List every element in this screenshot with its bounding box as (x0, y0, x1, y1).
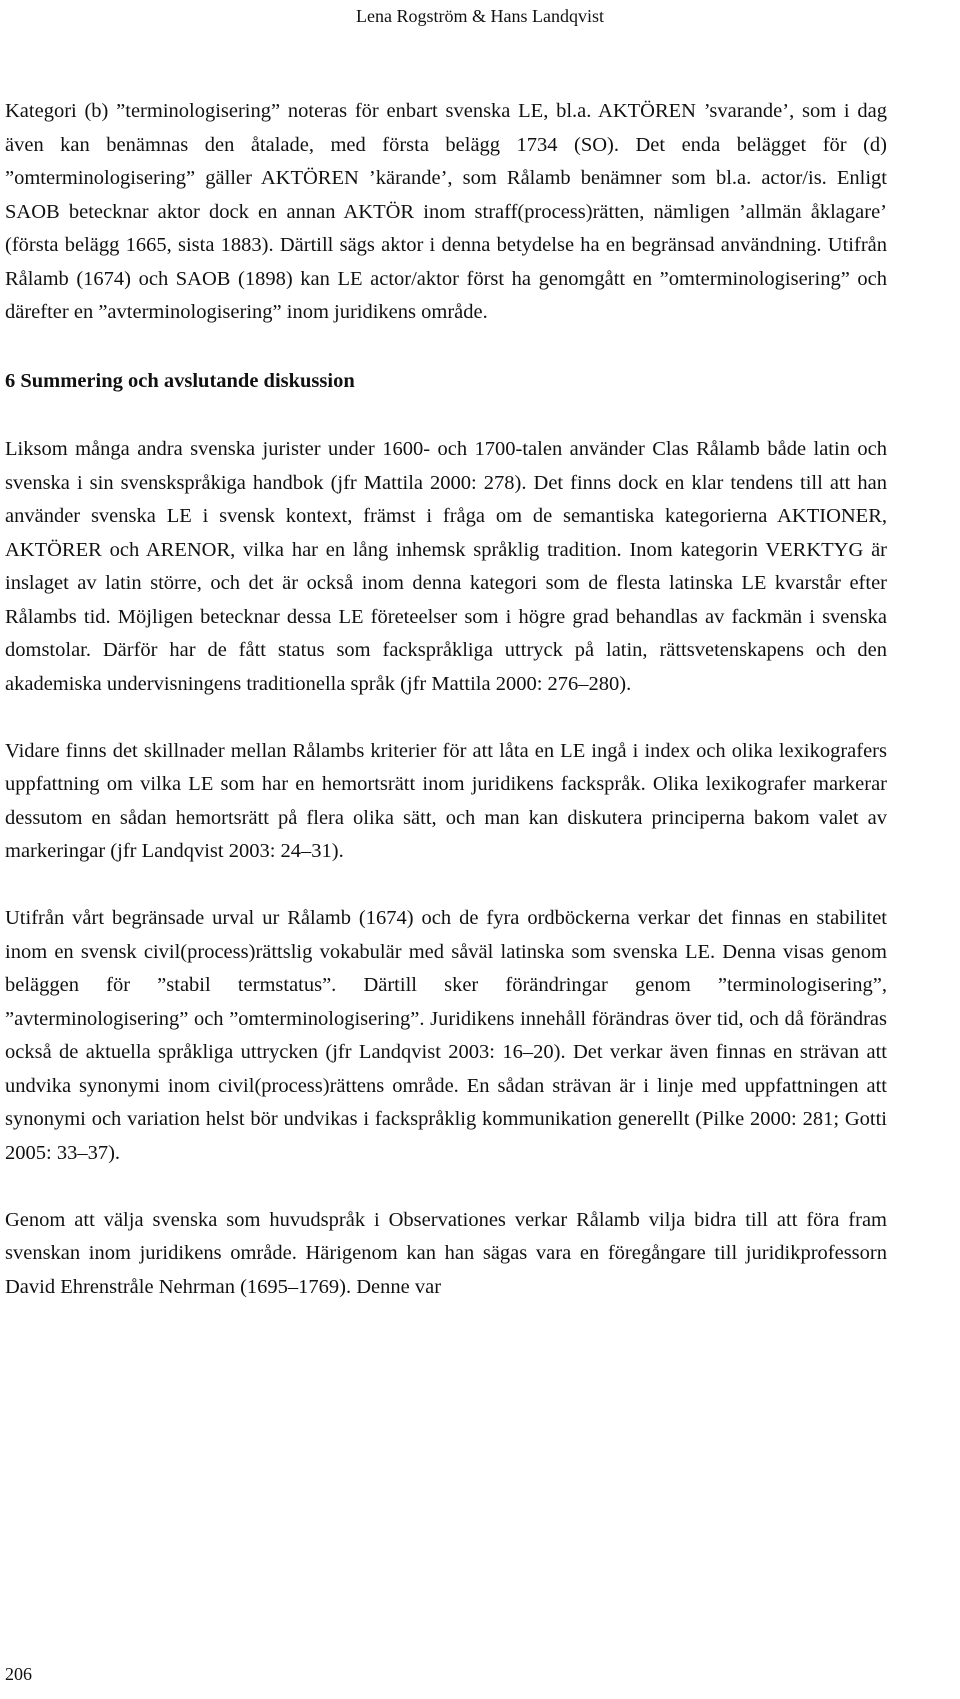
running-header: Lena Rogström & Hans Landqvist (356, 6, 604, 26)
paragraph-summary-latin-swedish: Liksom många andra svenska jurister under 1600- och 1700-talen använder Clas Rålamb både latin och svenska i sin svenskspråkiga handbok (jfr Mattila 2000: 278). Det finns dock en klar tendens till att han använder svenska LE i svensk kontext, främst i fråga om de semantiska kategorierna AKTIONER, AKTÖRER och ARENOR, vilka har en lång inhemsk språklig tradition. Inom kategorin VERKTYG är inslaget av latin större, och det är också inom denna kategori som de flesta latinska LE kvarstår efter Rålambs tid. Möjligen betecknar dessa LE företeelser som i högre grad behandlas av fackmän i svenska domstolar. Därför har de fått status som fackspråkliga uttryck på latin, rättsvetenskapens och den akademiska undervisningens traditionella språk (jfr Mattila 2000: 276–280). (5, 438, 887, 695)
paragraph-categories: Kategori (b) ”terminologisering” noteras för enbart svenska LE, bl.a. AKTÖREN ’svarande’, som i dag även kan benämnas den åtalade, med första belägg 1734 (SO). Det enda belägget för (d) ”omterminologisering” gäller AKTÖREN ’kärande’, som Rålamb benämner som bl.a. actor/is. Enligt SAOB betecknar aktor dock en annan AKTÖR inom straff(process)rätten, nämligen ’allmän åklagare’ (första belägg 1665, sista 1883). Därtill sägs aktor i denna betydelse ha en begränsad användning. Utifrån Rålamb (1674) och SAOB (1898) kan LE actor/aktor först ha genomgått en ”omterminologisering” och därefter en ”avterminologisering” inom juridikens område. (5, 100, 887, 323)
body-text (5, 95, 887, 1304)
paragraph-conclusion: Genom att välja svenska som huvudspråk i Observationes verkar Rålamb vilja bidra till att föra fram svenskan inom juridikens område. Härigenom kan han sägas vara en föregångare till juridikprofessorn David Ehrenstråle Nehrman (1695–1769). Denne var (5, 1208, 887, 1298)
page-number: 206 (5, 1664, 32, 1684)
section-heading: 6 Summering och avslutande diskussion (5, 369, 355, 392)
paragraph-lexicographer-differences: Vidare finns det skillnader mellan Rålambs kriterier för att låta en LE ingå i index och olika lexikografers uppfattning om vilka LE som har en hemortsrätt inom juridikens fackspråk. Olika lexikografer markerar dessutom en sådan hemortsrätt på flera olika sätt, och man kan diskutera principerna bakom valet av markeringar (jfr Landqvist 2003: 24–31). (5, 739, 887, 862)
paragraph-stability: Utifrån vårt begränsade urval ur Rålamb (1674) och de fyra ordböckerna verkar det finnas en stabilitet inom en svensk civil(process)rättslig vokabulär med såväl latinska som svenska LE. Denna visas genom beläggen för ”stabil termstatus”. Därtill sker förändringar genom ”terminologisering”, ”avterminologisering” och ”omterminologisering”. Juridikens innehåll förändras över tid, och då förändras också de aktuella språkliga uttrycken (jfr Landqvist 2003: 16–20). Det verkar även finnas en strävan att undvika synonymi inom civil(process)rättens område. En sådan strävan är i linje med uppfattningen att synonymi och variation helst bör undvikas i fackspråklig kommunikation generellt (Pilke 2000: 281; Gotti 2005: 33–37). (5, 907, 887, 1164)
